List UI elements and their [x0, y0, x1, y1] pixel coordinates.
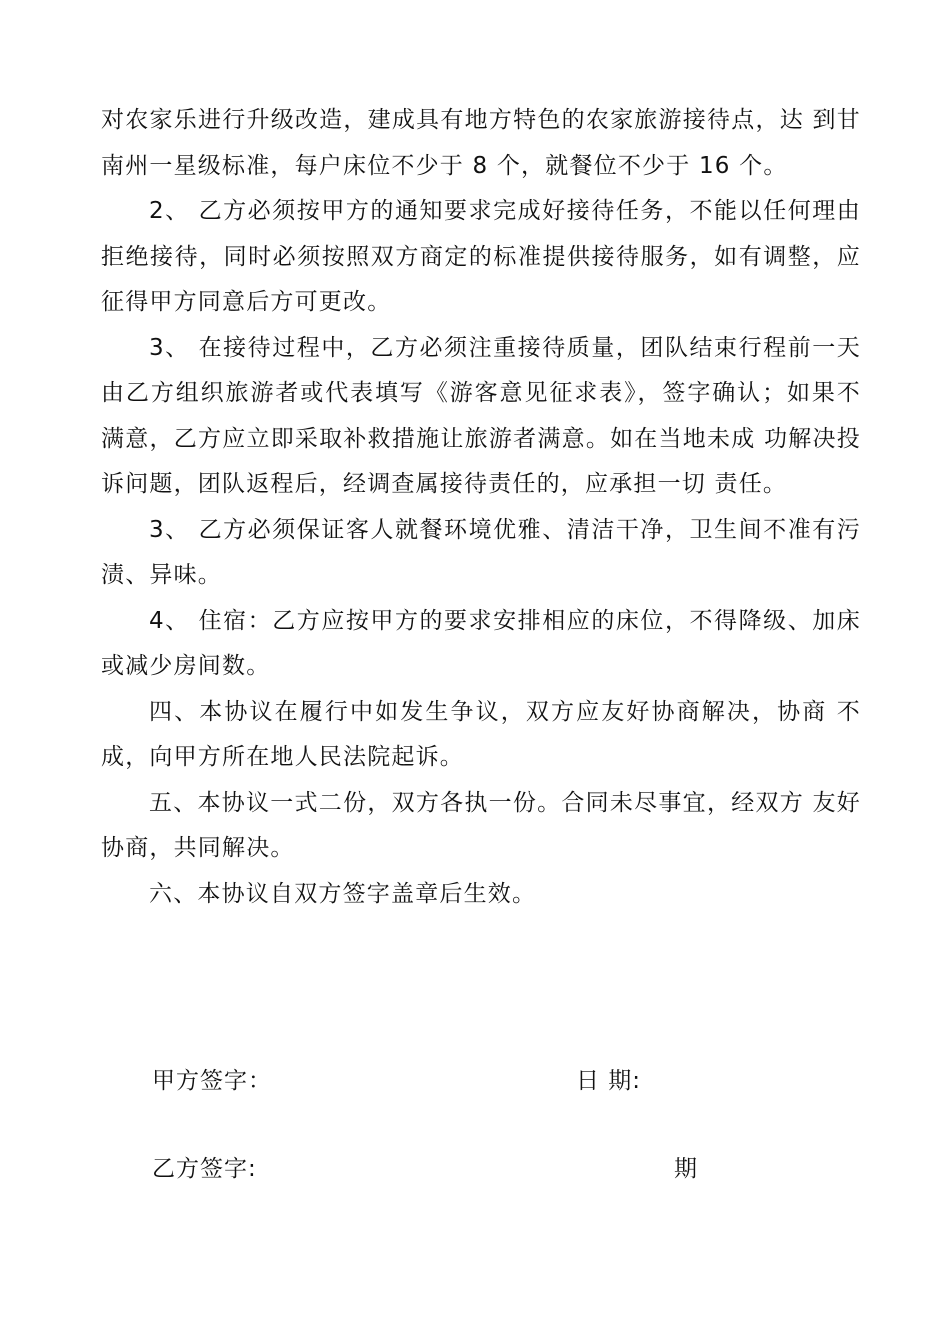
party-b-date-label: 期 [674, 1156, 698, 1182]
paragraph-clause-4-accommodation: 4、 住宿：乙方应按甲方的要求安排相应的床位，不得降级、加床或减少房间数。 [101, 607, 861, 679]
party-a-signature-label: 甲方签字： [152, 1068, 272, 1094]
paragraph-clause-3-reception-quality: 3、 在接待过程中，乙方必须注重接待质量，团队结束行程前一天由乙方组织旅游者或代表填写《游客意见征求表》，签字确认；如果不满意，乙方应立即采取补救措施让旅游者满意。如在当地未成 功解决投诉问题，团队返程后，经调查属接待责任的，应承担一切 责任。 [101, 334, 861, 497]
party-a-date-label: 日 期: [576, 1068, 642, 1094]
paragraph-upgrade-standard: 对农家乐进行升级改造，建成具有地方特色的农家旅游接待点，达 到甘南州一星级标准，每户床位不少于 8 个，就餐位不少于 16 个。 [101, 107, 861, 179]
paragraph-clause-3-dining-environment: 3、 乙方必须保证客人就餐环境优雅、清洁干净，卫生间不准有污渍、异味。 [101, 516, 861, 588]
paragraph-section-6-effective: 六、本协议自双方签字盖章后生效。 [149, 880, 537, 907]
contract-body [101, 98, 861, 917]
paragraph-clause-2-reception-tasks: 2、 乙方必须按甲方的通知要求完成好接待任务，不能以任何理由拒绝接待，同时必须按照双方商定的标准提供接待服务，如有调整，应征得甲方同意后方可更改。 [101, 198, 861, 315]
party-b-signature-label: 乙方签字: [152, 1156, 257, 1182]
paragraph-section-5-copies: 五、本协议一式二份，双方各执一份。合同未尽事宜，经双方 友好协商，共同解决。 [101, 789, 861, 861]
paragraph-section-4-disputes: 四、本协议在履行中如发生争议，双方应友好协商解决，协商 不成，向甲方所在地人民法院起诉。 [101, 698, 861, 770]
